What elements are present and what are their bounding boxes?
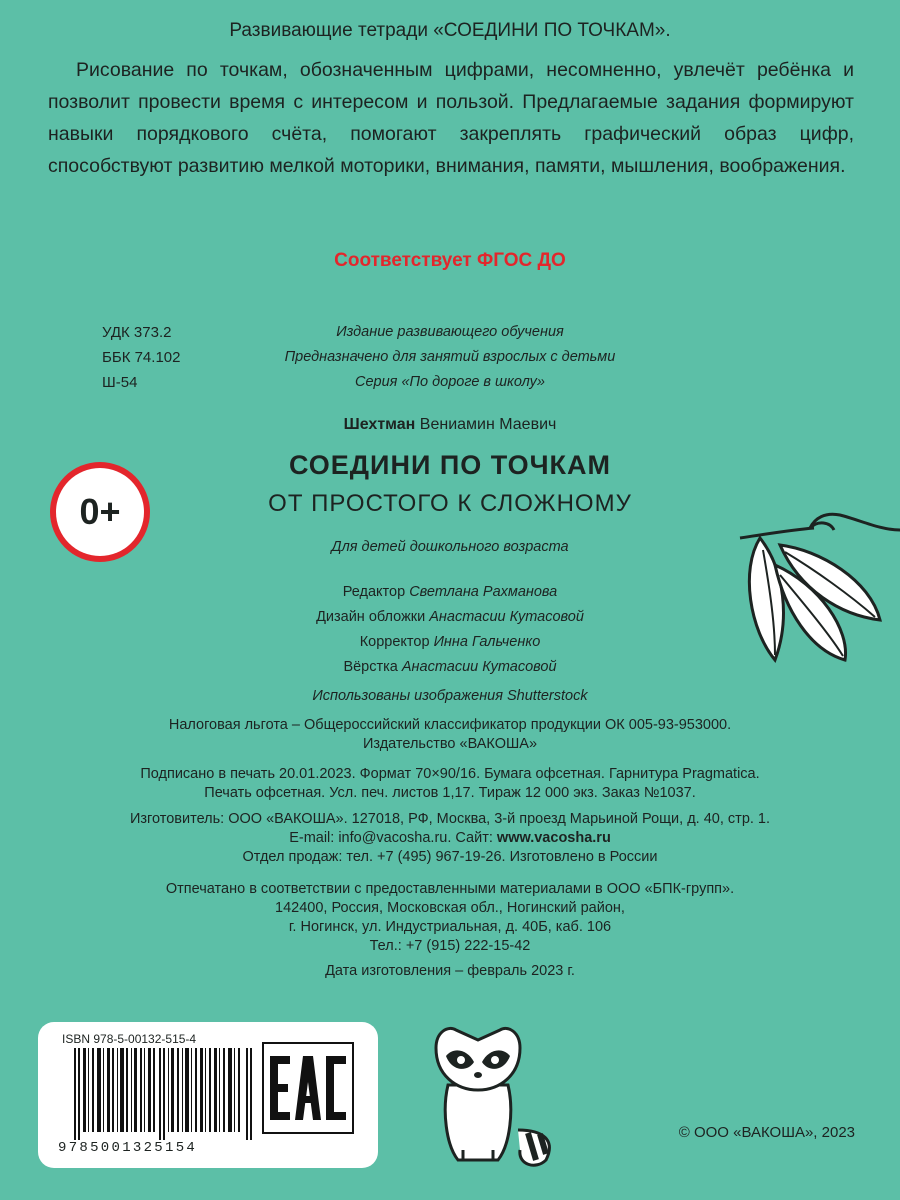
- barcode: [74, 1048, 252, 1140]
- credit-editor: Редактор Светлана Рахманова: [342, 584, 558, 600]
- udk-code: УДК 373.2: [102, 324, 172, 341]
- fgos-compliance-note: Соответствует ФГОС ДО: [334, 250, 566, 271]
- edition-type: Издание развивающего обучения: [336, 324, 564, 340]
- credit-cover-design: Дизайн обложки Анастасии Кутасовой: [316, 609, 584, 625]
- leaves-illustration: [730, 490, 900, 670]
- credit-layout: Вёрстка Анастасии Кутасовой: [343, 659, 557, 675]
- edition-purpose: Предназначено для занятий взрослых с детьми: [284, 349, 616, 365]
- manufacture-date: Дата изготовления – февраль 2023 г.: [325, 963, 575, 979]
- images-source-note: Использованы изображения Shutterstock: [312, 688, 588, 704]
- book-subtitle: ОТ ПРОСТОГО К СЛОЖНОМУ: [268, 490, 632, 517]
- intro-title: Развивающие тетради «СОЕДИНИ ПО ТОЧКАМ».: [229, 20, 671, 41]
- edition-meta: [250, 320, 650, 395]
- author-mark: Ш-54: [102, 374, 138, 391]
- barcode-digits: 9785001325154: [58, 1140, 198, 1156]
- classification-codes: [102, 320, 180, 395]
- bbk-code: ББК 74.102: [102, 349, 181, 366]
- intro-paragraph: Рисование по точкам, обозначенным цифрами, несомненно, увлечёт ребёнка и позволит провести время с интересом и пользой. Предлагаемые задания формируют навыки порядкового счёта, помогают закреплять графический образ цифр, способствуют развитию мелкой моторики, внимания, памяти, мышления, воображения.: [48, 59, 854, 177]
- book-title: СОЕДИНИ ПО ТОЧКАМ: [288, 450, 612, 480]
- series-name: Серия «По дороге в школу»: [355, 374, 545, 390]
- site-link[interactable]: www.vacosha.ru: [496, 830, 611, 846]
- isbn: ISBN 978-5-00132-515-4: [62, 1032, 197, 1046]
- audience-note: Для детей дошкольного возраста: [331, 539, 569, 555]
- eac-mark-icon: [262, 1042, 354, 1134]
- author-name: Вениамин Маевич: [419, 416, 557, 433]
- copyright: © ООО «ВАКОША», 2023: [678, 1124, 855, 1141]
- raccoon-illustration: [428, 1020, 578, 1170]
- printer-details: Отпечатано в соответствии с предоставленными материалами в ООО «БПК-групп». 142400, Россия, Московская обл., Ногинский район, г. Ногинск, ул. Индустриальная, д. 40Б, каб. 106 Тел.: +7 (915) 222-15-42: [165, 881, 735, 954]
- manufacturer-details: Изготовитель: ООО «ВАКОША». 127018, РФ, Москва, 3-й проезд Марьиной Рощи, д. 40, стр. 1. E-mail: info@vacosha.ru. Сайт: www.vacosha.ru Отдел продаж: тел. +7 (495) 967-19-26. Изготовлено в России: [129, 811, 771, 865]
- tax-note: Налоговая льгота – Общероссийский классификатор продукции ОК 005-93-953000. Издательство «ВАКОША»: [168, 717, 732, 752]
- print-details: Подписано в печать 20.01.2023. Формат 70×90/16. Бумага офсетная. Гарнитура Pragmatica. Печать офсетная. Усл. печ. листов 1,17. Тираж 12 000 экз. Заказ №1037.: [140, 766, 760, 801]
- age-rating-text: 0+: [56, 468, 144, 556]
- credit-proofreader: Корректор Инна Гальченко: [359, 634, 541, 650]
- author-line: [0, 416, 900, 434]
- author-surname: Шехтман: [343, 416, 416, 433]
